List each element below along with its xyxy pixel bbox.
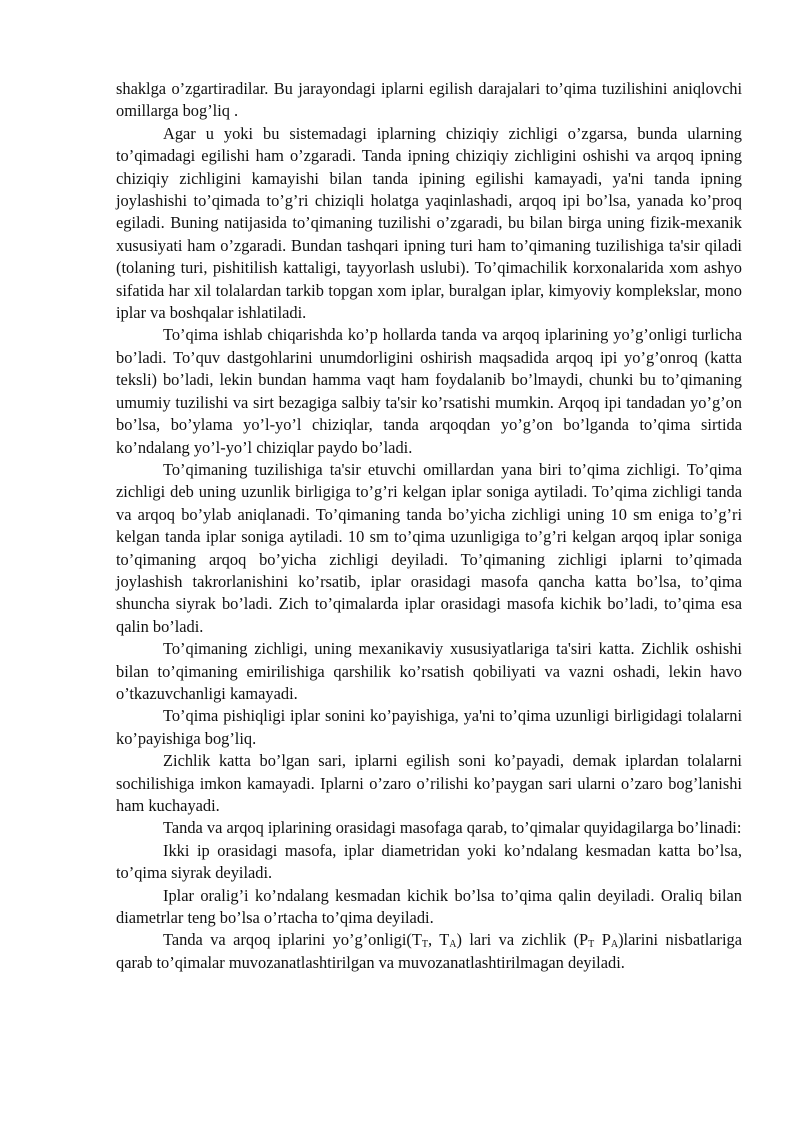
- paragraph-1: shaklga o’zgartiradilar. Bu jarayondagi iplarni egilish darajalari to’qima tuzilishini aniqlovchi omillarga bog’liq .: [116, 79, 742, 121]
- paragraph-11: [116, 929, 742, 974]
- subscript-a2: A: [610, 939, 619, 951]
- paragraph-4: To’qimaning tuzilishiga ta'sir etuvchi omillardan yana biri to’qima zichligi. To’qima zichligi deb uning uzunlik birligiga to’g’ri kelgan iplar soniga aytiladi. To’qima zichligi tanda va arqoq bo’ylab aniqlanadi. To’qimaning tanda bo’yicha zichligi uning 10 sm eniga to’g’ri kelgan tanda iplar soniga aytiladi. 10 sm to’qima uzunligiga to’g’ri kelgan arqoq iplar soniga to’qimaning arqoq bo’yicha zichligi deyiladi. To’qimaning zichligi iplarni to’qimada joylashish takrorlanishini ko’rsatib, iplar orasidagi masofa qancha katta bo’lsa, to’qima shuncha siyrak bo’ladi. Zich to’qimalarda iplar orasidagi masofa kichik bo’ladi, to’qima esa qalin bo’ladi.: [116, 459, 742, 636]
- last-text-mid1: , T: [428, 930, 450, 950]
- paragraph-5: To’qimaning zichligi, uning mexanikaviy xususiyatlariga ta'siri katta. Zichlik oshishi bilan to’qimaning emirilishiga qarshilik ko’rsatish qobiliyati va vazni oshadi, lekin havo o’tkazuvchanligi kamayadi.: [116, 639, 742, 703]
- document-page: [116, 78, 742, 974]
- last-text-mid3: P: [594, 930, 611, 950]
- paragraph-10: Iplar oralig’i ko’ndalang kesmadan kichik bo’lsa to’qima qalin deyiladi. Oraliq bilan diametrlar teng bo’lsa o’rtacha to’qima deyiladi.: [116, 885, 742, 928]
- last-text-before: Tanda va arqoq iplarini yo’g’onligi(T: [163, 930, 422, 950]
- subscript-a1: A: [449, 939, 457, 951]
- paragraph-2: Agar u yoki bu sistemadagi iplarning chiziqiy zichligi o’zgarsa, bunda ularning to’qimadagi egilishi ham o’zgaradi. Tanda ipning chiziqiy zichligini oshishi va arqoq ipning chiziqiy zichligini kamayishi bilan tanda ipining egilishi kamayadi, ya'ni tanda ipning joylashishi to’qimada to’g’ri chiziqli holatga yaqinlashadi, arqoq ipi bo’lsa, yanada ko’proq egiladi. Buning natijasida to’qimaning tuzilishi o’zgaradi, bu bilan birga uning fizik-mexanik xususiyati ham o’zgaradi. Bundan tashqari ipning turi ham to’qimaning tuzilishiga ta'sir qiladi (tolaning turi, pishitilish kattaligi, tayyorlash uslubi). To’qimachilik korxonalarida xom ashyo sifatida har xil tolalardan tarkib topgan xom iplar, buralgan iplar, kimyoviy komplekslar, mono iplar va boshqalar ishlatiladi.: [116, 123, 742, 323]
- paragraph-8: Tanda va arqoq iplarining orasidagi masofaga qarab, to’qimalar quyidagilarga bo’linadi:: [163, 818, 742, 838]
- last-text-mid2: ) lari va zichlik (P: [456, 930, 589, 950]
- subscript-t2: T: [588, 939, 595, 951]
- paragraph-7: Zichlik katta bo’lgan sari, iplarni egilish soni ko’payadi, demak iplardan tolalarni sochilishiga imkon kamayadi. Iplarni o’zaro o’rilishi ko’paygan sari ularni o’zaro bog’lanishi ham kuchayadi.: [116, 751, 742, 815]
- subscript-t1: T: [421, 939, 428, 951]
- paragraph-6: To’qima pishiqligi iplar sonini ko’payishiga, ya'ni to’qima uzunligi birligidagi tolalarni ko’payishiga bog’liq.: [116, 706, 742, 748]
- paragraph-3: To’qima ishlab chiqarishda ko’p hollarda tanda va arqoq iplarining yo’g’onligi turlicha bo’ladi. To’quv dastgohlarini unumdorligini oshirish maqsadida arqoq ipi yo’g’onroq (katta teksli) bo’ladi, lekin bundan hamma vaqt ham foydalanib bo’lmaydi, chunki bu to’qimaning umumiy tuzilishi va sirt bezagiga salbiy ta'sir ko’rsatishi mumkin. Arqoq ipi tandadan yo’g’on bo’lsa, bo’ylama yo’l-yo’l chiziqlar, tanda arqoqdan yo’g’on bo’lganda to’qima sirtida ko’ndalang yo’l-yo’l chiziqlar paydo bo’ladi.: [116, 325, 742, 457]
- paragraph-9: Ikki ip orasidagi masofa, iplar diametridan yoki ko’ndalang kesmadan katta bo’lsa, to’qima siyrak deyiladi.: [116, 840, 742, 883]
- last-text-after: )larini nisbatlariga qarab to’qimalar muvozanatlashtirilgan va muvozanatlashtirilmagan deyiladi.: [116, 930, 743, 972]
